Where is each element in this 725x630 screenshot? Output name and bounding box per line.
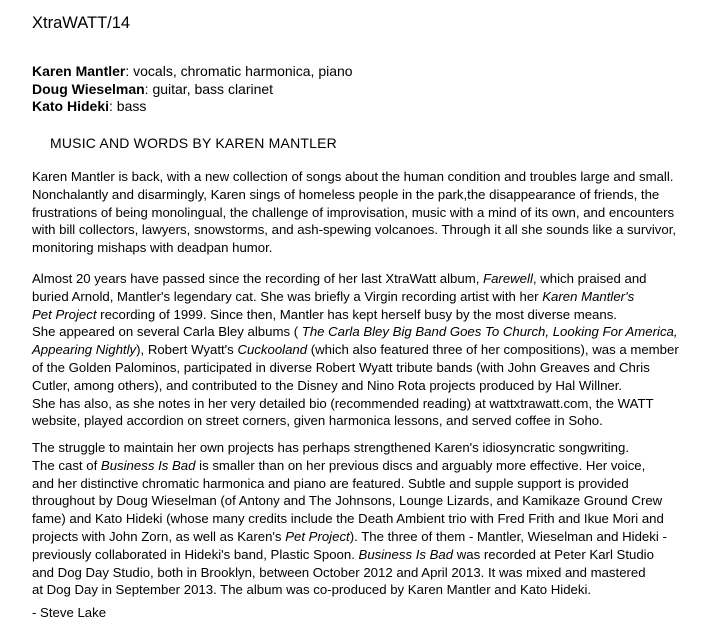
album-title: Pet Project <box>285 528 350 544</box>
text-run: was recorded at Peter Karl Studio <box>453 546 654 562</box>
album-title: Karen Mantler's <box>542 288 635 304</box>
musician-name: Karen Mantler <box>32 63 126 79</box>
text-run: buried Arnold, Mantler's legendary cat. She was briefly a Virgin recording artist with her <box>32 288 543 304</box>
musician-name: Doug Wieselman <box>32 80 145 97</box>
text-line: Nonchalantly and disarmingly, Karen sings of homeless people in the park,the disappearance of friends, the <box>32 186 660 202</box>
text-line: monitoring mishaps with deadpan humor. <box>32 240 273 256</box>
album-title: Appearing Nightly <box>32 342 137 358</box>
text-run: previously collaborated in Hideki's band, Plastic Spoon. <box>32 546 359 562</box>
paragraph-3 <box>32 439 722 599</box>
catalog-number: XtraWATT/14 <box>32 14 131 32</box>
text-line <box>32 546 722 564</box>
text-line: throughout by Doug Wieselman (of Antony and The Johnsons, Lounge Lizards, and Kamikaze Ground Crew <box>32 493 663 509</box>
text-line: She has also, as she notes in her very detailed bio (recommended reading) at wattxtrawatt.com, the WATT <box>32 395 654 411</box>
text-line <box>32 270 722 288</box>
album-title: Pet Project <box>32 306 97 322</box>
album-title: Business Is Bad <box>100 457 196 473</box>
personnel-item <box>32 63 353 81</box>
author-signature: - Steve Lake <box>32 605 107 620</box>
text-run: (which also featured three of her compositions), was a member <box>307 342 679 358</box>
text-line: with bill collectors, lawyers, snowstorms, and ash-spewing volcanoes. Through it all she sounds like a survivor, <box>32 222 677 238</box>
musician-name: Kato Hideki <box>32 98 110 114</box>
text-line: and Dog Day Studio, both in Brooklyn, between October 2012 and April 2013. It was mixed and mastered <box>32 564 646 580</box>
personnel-item <box>32 98 353 116</box>
text-line <box>32 341 722 359</box>
text-line: at Dog Day in September 2013. The album was co-produced by Karen Mantler and Kato Hideki. <box>32 582 592 598</box>
text-line: fame) and Kato Hideki (whose many credits include the Death Ambient trio with Fred Frith and Ikue Mori and <box>32 511 664 527</box>
personnel-list <box>32 63 353 116</box>
text-line: frustrations of being monolingual, the challenge of improvisation, music with a mind of its own, and encounters <box>32 204 675 220</box>
text-run: She appeared on several Carla Bley albums ( <box>32 324 302 340</box>
album-title: Farewell <box>483 271 533 286</box>
personnel-item <box>32 81 353 99</box>
text-line: The struggle to maintain her own projects has perhaps strengthened Karen's idiosyncratic songwriting. <box>32 440 630 455</box>
album-title: Cuckooland <box>237 342 308 358</box>
text-run: projects with John Zorn, as well as Karen's <box>32 528 286 544</box>
text-line: website, played accordion on street corners, given harmonica lessons, and served coffee in Soho. <box>32 413 603 429</box>
text-run: Almost 20 years have passed since the recording of her last XtraWatt album, <box>32 271 484 286</box>
text-line: Cutler, among others), and contributed to the Disney and Nino Rota projects produced by Hal Willner. <box>32 377 623 393</box>
text-line <box>32 528 722 546</box>
text-run: The cast of <box>32 457 101 473</box>
text-line <box>32 457 722 475</box>
text-line: and her distinctive chromatic harmonica and piano are featured. Subtle and supple support is provided <box>32 475 629 491</box>
text-line <box>32 323 722 341</box>
musician-role: : vocals, chromatic harmonica, piano <box>125 63 353 79</box>
text-line: Karen Mantler is back, with a new collection of songs about the human condition and troubles large and small. <box>32 169 674 184</box>
text-run: is smaller than on her previous discs and arguably more effective. Her voice, <box>195 457 646 473</box>
text-run: recording of 1999. Since then, Mantler has kept herself busy by the most diverse means. <box>96 306 617 322</box>
album-title: Business Is Bad <box>358 546 454 562</box>
text-run: ). The three of them - Mantler, Wieselman and Hideki - <box>349 528 667 544</box>
musician-role: : guitar, bass clarinet <box>144 80 274 97</box>
paragraph-1 <box>32 168 722 257</box>
text-line <box>32 306 722 324</box>
section-heading: MUSIC AND WORDS BY KAREN MANTLER <box>50 135 337 151</box>
text-run: , which praised and <box>532 271 647 286</box>
text-line: of the Golden Palominos, participated in diverse Robert Wyatt tribute bands (with John Greaves and Chris <box>32 359 650 375</box>
text-line <box>32 288 722 306</box>
paragraph-2 <box>32 270 722 430</box>
album-title: The Carla Bley Big Band Goes To Church, Looking For America, <box>301 324 678 340</box>
musician-role: : bass <box>109 98 147 114</box>
text-run: ), Robert Wyatt's <box>136 342 238 358</box>
